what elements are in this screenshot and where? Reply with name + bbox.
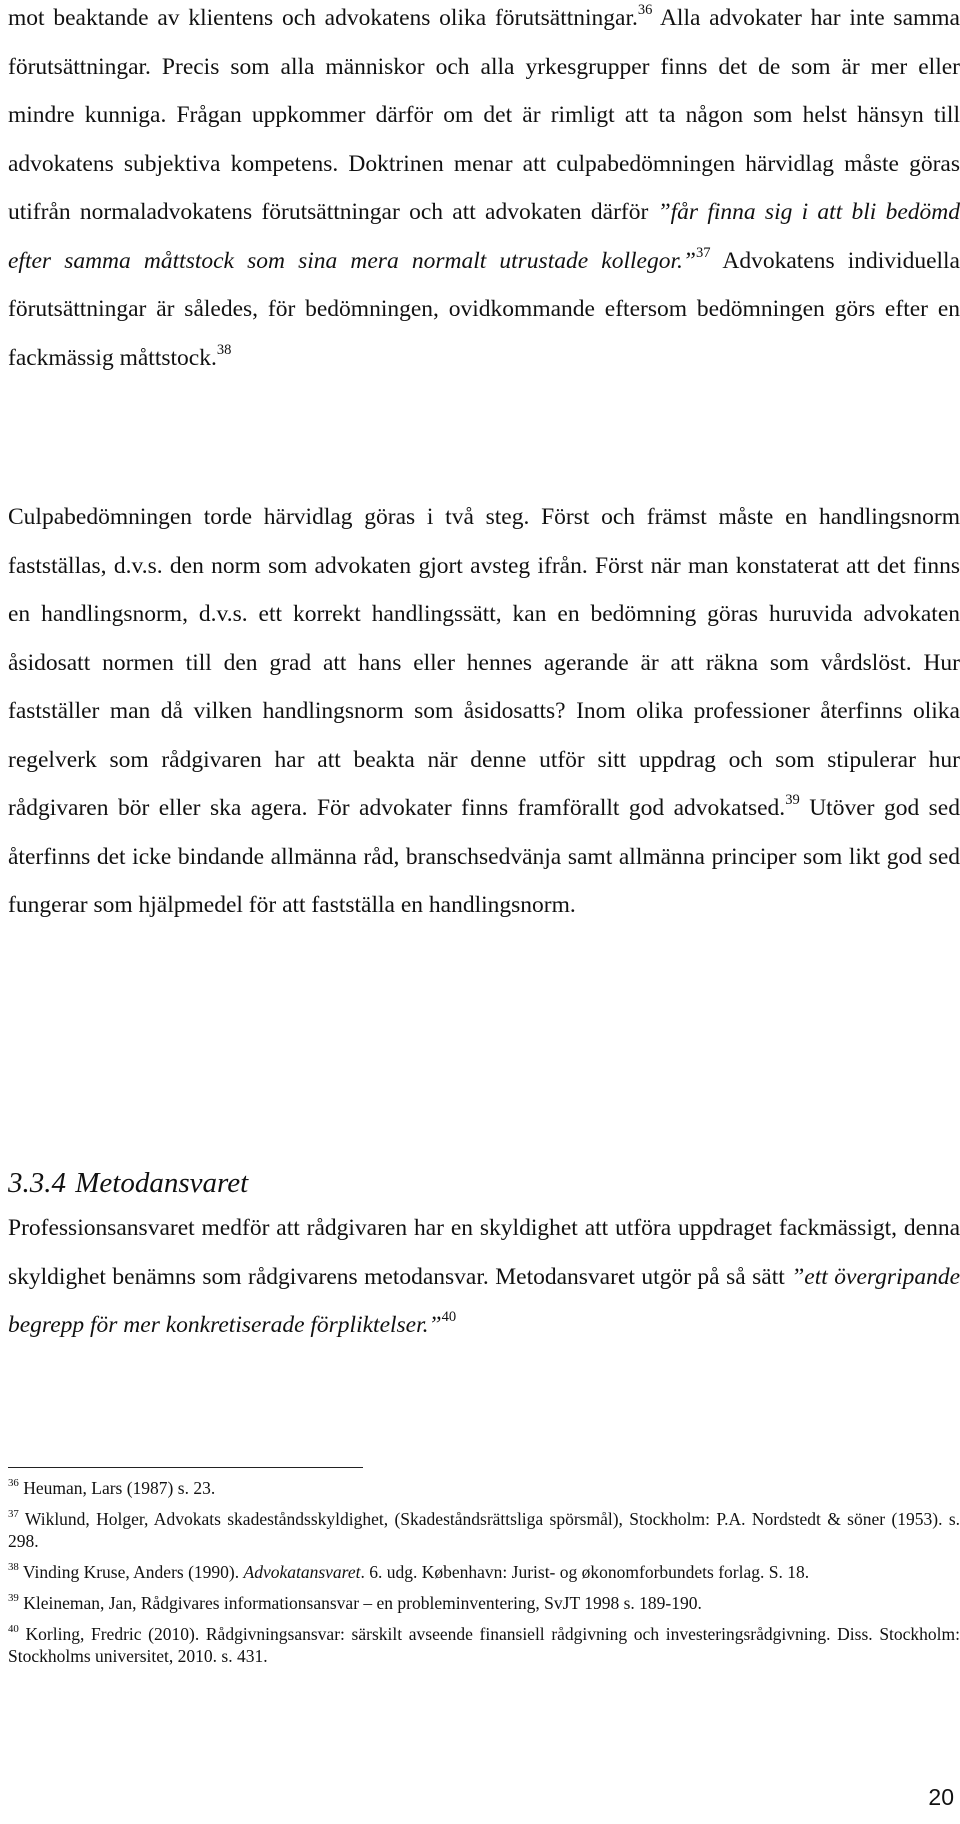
footnote-ref-37[interactable]: 37: [695, 244, 711, 261]
section-title: Metodansvaret: [75, 1167, 249, 1199]
footnote-number: 40: [8, 1622, 19, 1635]
footnote-text: Kleineman, Jan, Rådgivares informationsansvar – en probleminventering, SvJT 1998 s. 189-190.: [23, 1593, 702, 1613]
footnote-text: Vinding Kruse, Anders (1990).: [22, 1562, 244, 1582]
footnote-number: 39: [8, 1591, 19, 1604]
page-number: 20: [928, 1784, 954, 1810]
footnote-number: 38: [8, 1560, 19, 1573]
section-number: 3.3.4: [8, 1167, 66, 1199]
body-paragraph-3: [8, 1204, 960, 1350]
paragraph-text: Culpabedömningen torde härvidlag göras i två steg. Först och främst måste en handlingsnorm fastställas, d.v.s. den norm som advokaten gjort avsteg ifrån. Först när man konstaterat att det finns en handlingsnorm, d.v.s. ett korrekt handlingssätt, kan en bedömning göras huruvida advokaten åsidosatt normen till den grad att hans eller hennes agerande är att räkna som vårdslöst. Hur fastställer man då vilken handlingsnorm som åsidosatts? Inom olika professioner återfinns olika regelverk som rådgivaren har att beakta när denne utför sitt uppdrag och som stipulerar hur rådgivaren bör eller ska agera. För advokater finns framförallt god advokatsed.: [8, 504, 960, 821]
paragraph-text: mot beaktande av klientens och advokatens olika förutsättningar.: [8, 5, 638, 31]
footnote-title: Advokatansvaret: [243, 1562, 361, 1582]
paragraph-text: Professionsansvaret medför att rådgivaren har en skyldighet att utföra uppdraget fackmässigt, denna skyldighet benämns som rådgivarens metodansvar. Metodansvaret utgör på så sätt: [8, 1215, 960, 1290]
paragraph-text: Utöver god sed återfinns det icke bindande allmänna råd, branschsedvänja samt allmänna principer som likt god sed fungerar som hjälpmedel för att fastställa en handlingsnorm.: [8, 795, 960, 918]
section-heading: [8, 1163, 248, 1203]
footnote-37: [8, 1508, 960, 1552]
body-paragraph-1: [8, 0, 960, 382]
footnote-36: [8, 1477, 960, 1499]
paragraph-text: Alla advokater har inte samma förutsättningar. Precis som alla människor och alla yrkesgrupper finns det de som är mer eller mindre kunniga. Frågan uppkommer därför om det är rimligt att ta någon som helst hänsyn till advokatens subjektiva kompetens. Doktrinen menar att culpabedömningen härvidlag måste göras utifrån normaladvokatens förutsättningar och att advokaten därför: [8, 5, 960, 225]
method-quote: ”ett övergripande begrepp för mer konkretiserade förpliktelser.”: [8, 1263, 960, 1338]
footnote-text: Korling, Fredric (2010). Rådgivningsansvar: särskilt avseende finansiell rådgivning och investeringsrådgivning. Diss. Stockholm: Stockholms universitet, 2010. s. 431.: [8, 1624, 960, 1666]
body-paragraph-2: [8, 493, 960, 930]
footnote-text: Heuman, Lars (1987) s. 23.: [23, 1478, 216, 1498]
footnote-text: Wiklund, Holger, Advokats skadeståndsskyldighet, (Skadeståndsrättsliga spörsmål), Stockholm: P.A. Nordstedt & söner (1953). s. 298.: [8, 1509, 960, 1551]
footnote-ref-39[interactable]: 39: [785, 792, 800, 808]
footnote-40: [8, 1623, 960, 1667]
footnote-separator: [8, 1467, 363, 1468]
footnote-text: . 6. udg. København: Jurist- og økonomforbundets forlag. S. 18.: [360, 1562, 810, 1582]
footnote-38: [8, 1561, 960, 1583]
footnote-list: [8, 1477, 960, 1676]
footnote-39: [8, 1592, 960, 1614]
footnote-ref-36[interactable]: 36: [637, 2, 653, 18]
doctrine-quote: ”får finna sig i att bli bedömd efter samma måttstock som sina mera normalt utrustade kollegor.”: [8, 199, 960, 274]
footnote-ref-40[interactable]: 40: [441, 1309, 457, 1325]
paragraph-text: Advokatens individuella förutsättningar är således, för bedömningen, ovidkommande eftersom bedömningen görs efter en fackmässig måttstock.: [8, 247, 960, 371]
footnote-number: 36: [8, 1476, 19, 1489]
footnote-number: 37: [8, 1507, 19, 1520]
footnote-ref-38[interactable]: 38: [216, 341, 232, 358]
